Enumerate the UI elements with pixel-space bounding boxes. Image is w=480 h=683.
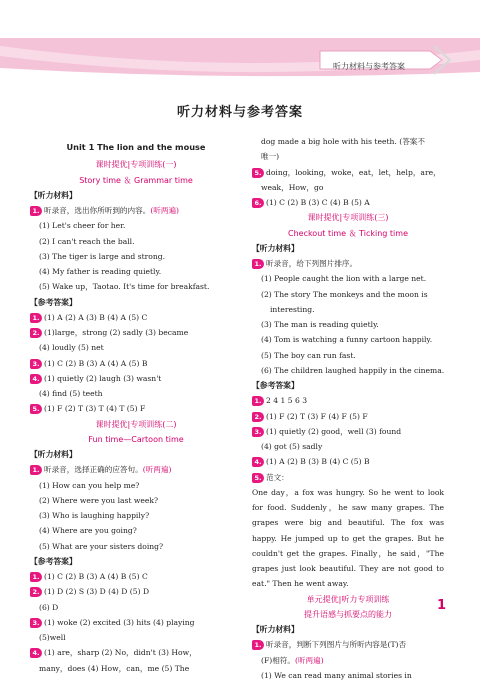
line-text: (1) F (2) T (3) F (4) F (5) F — [266, 411, 368, 421]
line-text: 听录音，给下列图片排序。 — [266, 259, 358, 268]
question-number-badge: 5. — [30, 404, 42, 414]
text-line — [252, 271, 444, 286]
line-text: 【听力材料】 — [252, 625, 299, 634]
line-text: 课时提优|专项训练(三) — [307, 213, 389, 223]
line-text: (6) D — [39, 602, 59, 612]
question-number-badge: 3. — [30, 618, 42, 628]
line-text: (2) The story The monkeys and the moon is — [261, 289, 428, 299]
question-number-badge: 1. — [30, 465, 42, 475]
line-text: many，does (4) How，can，me (5) The — [39, 663, 190, 673]
line-text: (4) find (5) teeth — [39, 389, 103, 398]
text-line — [30, 661, 242, 676]
question-number-badge: 1. — [30, 572, 42, 582]
text-line — [252, 317, 444, 332]
line-text: (4) My father is reading quietly. — [39, 267, 162, 276]
line-text: (1) D (2) S (3) D (4) D (5) D — [44, 587, 150, 597]
section-heading — [30, 157, 242, 172]
line-text: Fun time—Cartoon time — [88, 434, 184, 444]
line-text: (5) The boy can run fast. — [261, 350, 356, 360]
question-number-badge: 5. — [252, 473, 264, 483]
line-text: (5)well — [39, 633, 66, 642]
text-line — [252, 424, 444, 439]
line-text: (1) A (2) B (3) B (4) C (5) B — [266, 457, 370, 467]
text-line — [30, 630, 242, 645]
question-number-badge: 3. — [252, 427, 264, 437]
line-text: interesting. — [270, 304, 315, 314]
line-text: (4) got (5) sadly — [261, 442, 323, 451]
line-text: 【参考答案】 — [252, 381, 299, 390]
line-text: (5) What are your sisters doing? — [39, 541, 164, 551]
line-text: 2 4 1 5 6 3 — [266, 396, 308, 406]
text-line — [30, 462, 242, 477]
line-text: (1) How can you help me? — [39, 480, 140, 490]
question-number-badge: 4. — [252, 457, 264, 467]
line-text: (1) quietly (2) good，well (3) found — [266, 426, 402, 436]
bracket-heading — [30, 188, 242, 203]
question-number-badge: 3. — [30, 359, 42, 369]
question-number-badge: 1. — [252, 640, 264, 650]
line-text: 【听力材料】 — [30, 190, 77, 200]
question-number-badge: 2. — [252, 412, 264, 422]
question-number-badge: 1. — [252, 396, 264, 406]
text-line — [252, 485, 444, 592]
text-line — [252, 180, 444, 195]
text-line — [252, 470, 444, 485]
line-text: 听录音，选择正确的应答句。 — [44, 465, 143, 475]
text-line — [252, 287, 444, 302]
line-text: (1)large，strong (2) sadly (3) became — [44, 328, 189, 337]
line-text: 【参考答案】 — [30, 556, 77, 566]
line-text: Checkout time ＆ Ticking time — [287, 228, 408, 238]
bracket-heading — [30, 447, 242, 462]
page-number: 1 — [437, 598, 447, 613]
line-text: (1) People caught the lion with a large net. — [261, 274, 427, 284]
listen-twice-tag: (听两遍) — [142, 465, 172, 475]
line-text: (1) C (2) B (3) C (4) B (5) A — [266, 198, 370, 207]
text-line — [30, 371, 242, 386]
text-line — [252, 454, 444, 469]
text-line — [252, 668, 444, 683]
line-text: 单元提优|听力专项训练 — [306, 594, 390, 604]
question-number-badge: 4. — [30, 648, 42, 658]
bracket-heading — [30, 554, 242, 569]
line-text: 唯一) — [261, 152, 280, 162]
line-text: (4) Where are you going? — [39, 526, 137, 536]
text-line — [252, 653, 444, 668]
text-line — [30, 218, 242, 233]
line-text: 课时提优|专项训练(一) — [95, 160, 177, 170]
banner-label: 听力材料与参考答案 — [333, 62, 405, 71]
line-text: 【参考答案】 — [30, 297, 77, 307]
line-text: (1) quietly (2) laugh (3) wasn't — [44, 373, 162, 383]
line-text: (1) C (2) B (3) A (4) B (5) C — [44, 572, 148, 581]
text-line — [30, 203, 242, 218]
section-heading — [30, 173, 242, 188]
line-text: 听录音，判断下列图片与所听内容是(T)否 — [266, 640, 407, 650]
line-text: (4) loudly (5) net — [39, 343, 104, 353]
line-text: weak，How，go — [261, 182, 324, 192]
line-text: (3) The tiger is large and strong. — [39, 251, 166, 261]
text-line — [30, 523, 242, 538]
line-text: 听录音，选出你所听到的内容。 — [44, 206, 151, 215]
text-line — [252, 637, 444, 652]
line-text: 提升语感与抓要点的能力 — [304, 609, 392, 619]
question-number-badge: 2. — [30, 328, 42, 338]
page-title: 听力材料与参考答案 — [176, 105, 303, 120]
line-text: (4) Tom is watching a funny cartoon happily. — [261, 335, 433, 345]
section-heading — [252, 226, 444, 241]
section-heading — [252, 210, 444, 225]
text-line — [30, 279, 242, 294]
text-line — [252, 363, 444, 378]
question-number-badge: 1. — [30, 313, 42, 323]
line-text: (6) The children laughed happily in the cinema. — [261, 365, 444, 375]
line-text: (3) The man is reading quietly. — [261, 320, 379, 329]
text-line — [30, 493, 242, 508]
text-line — [30, 340, 242, 355]
text-line — [30, 234, 242, 249]
text-line — [30, 310, 242, 325]
line-text: (5) Wake up，Taotao. It's time for breakfast. — [39, 282, 210, 292]
line-text: Story time ＆ Grammar time — [79, 175, 193, 185]
line-text: 范文： — [266, 472, 289, 482]
question-number-badge: 2. — [30, 587, 42, 597]
line-text: (1) woke (2) excited (3) hits (4) playing — [44, 617, 195, 627]
text-line — [30, 508, 242, 523]
text-line — [252, 256, 444, 271]
bracket-heading — [252, 622, 444, 637]
line-text: dog made a big hole with his teeth. (答案不 — [261, 137, 425, 146]
text-line — [30, 325, 242, 340]
listen-twice-tag: (听两遍) — [294, 655, 324, 665]
text-line — [30, 645, 242, 660]
text-line — [30, 401, 242, 416]
bracket-heading — [252, 241, 444, 256]
left-column — [30, 140, 242, 676]
line-text: 【听力材料】 — [30, 450, 77, 459]
bracket-heading — [252, 378, 444, 393]
text-line — [30, 539, 242, 554]
line-text: (2) Where were you last week? — [39, 495, 159, 505]
question-number-badge: 5. — [252, 168, 264, 178]
text-line — [252, 332, 444, 347]
text-line — [252, 149, 444, 164]
line-text: (F)相符。 — [261, 655, 295, 665]
question-number-badge: 1. — [30, 206, 42, 216]
text-line — [30, 615, 242, 630]
question-number-badge: 1. — [252, 259, 264, 269]
line-text: (3) Who is laughing happily? — [39, 511, 150, 520]
section-heading — [30, 417, 242, 432]
text-line — [252, 302, 444, 317]
line-text: (1) C (2) B (3) A (4) A (5) B — [44, 358, 148, 368]
line-text: (1) A (2) A (3) B (4) A (5) C — [44, 312, 148, 322]
text-line — [30, 356, 242, 371]
text-line — [30, 584, 242, 599]
line-text: (2) I can't reach the ball. — [39, 236, 135, 246]
text-line — [252, 409, 444, 424]
question-number-badge: 4. — [30, 374, 42, 384]
line-text: (1) F (2) T (3) T (4) T (5) F — [44, 404, 146, 414]
header-banner — [0, 38, 480, 80]
line-text: doing，looking，woke，eat，let，help，are， — [266, 167, 441, 177]
text-line — [30, 600, 242, 615]
text-line — [30, 264, 242, 279]
text-line — [30, 249, 242, 264]
question-number-badge: 6. — [252, 198, 264, 208]
text-line — [252, 393, 444, 408]
line-text: One day，a fox was hungry. So he went to look for food. Suddenly，he saw many grapes. The grapes were big and beautiful. The fox was happy. He jumped up to get the grapes. But he couldn't get the grapes. Finally，he said，"The grapes just look beautiful. They are not good to eat." Then he went away. — [252, 487, 444, 589]
line-text: 【听力材料】 — [252, 243, 299, 253]
bracket-heading — [30, 295, 242, 310]
text-line — [30, 478, 242, 493]
text-line — [252, 134, 444, 149]
right-column — [252, 134, 447, 683]
text-line — [252, 348, 444, 363]
unit-heading — [30, 140, 242, 155]
section-heading — [252, 592, 444, 607]
section-heading — [30, 432, 242, 447]
text-line — [252, 195, 444, 210]
text-line — [252, 165, 444, 180]
line-text: (1) We can read many animal stories in — [261, 670, 412, 680]
listen-twice-tag: (听两遍) — [150, 206, 180, 215]
line-text: (1) are，sharp (2) No，didn't (3) How， — [44, 648, 197, 658]
line-text: Unit 1 The lion and the mouse — [66, 142, 206, 152]
line-text: 课时提优|专项训练(二) — [95, 419, 177, 429]
section-heading — [252, 607, 444, 622]
text-line — [30, 569, 242, 584]
text-line — [30, 386, 242, 401]
line-text: (1) Let's cheer for her. — [39, 221, 126, 231]
text-line — [252, 439, 444, 454]
